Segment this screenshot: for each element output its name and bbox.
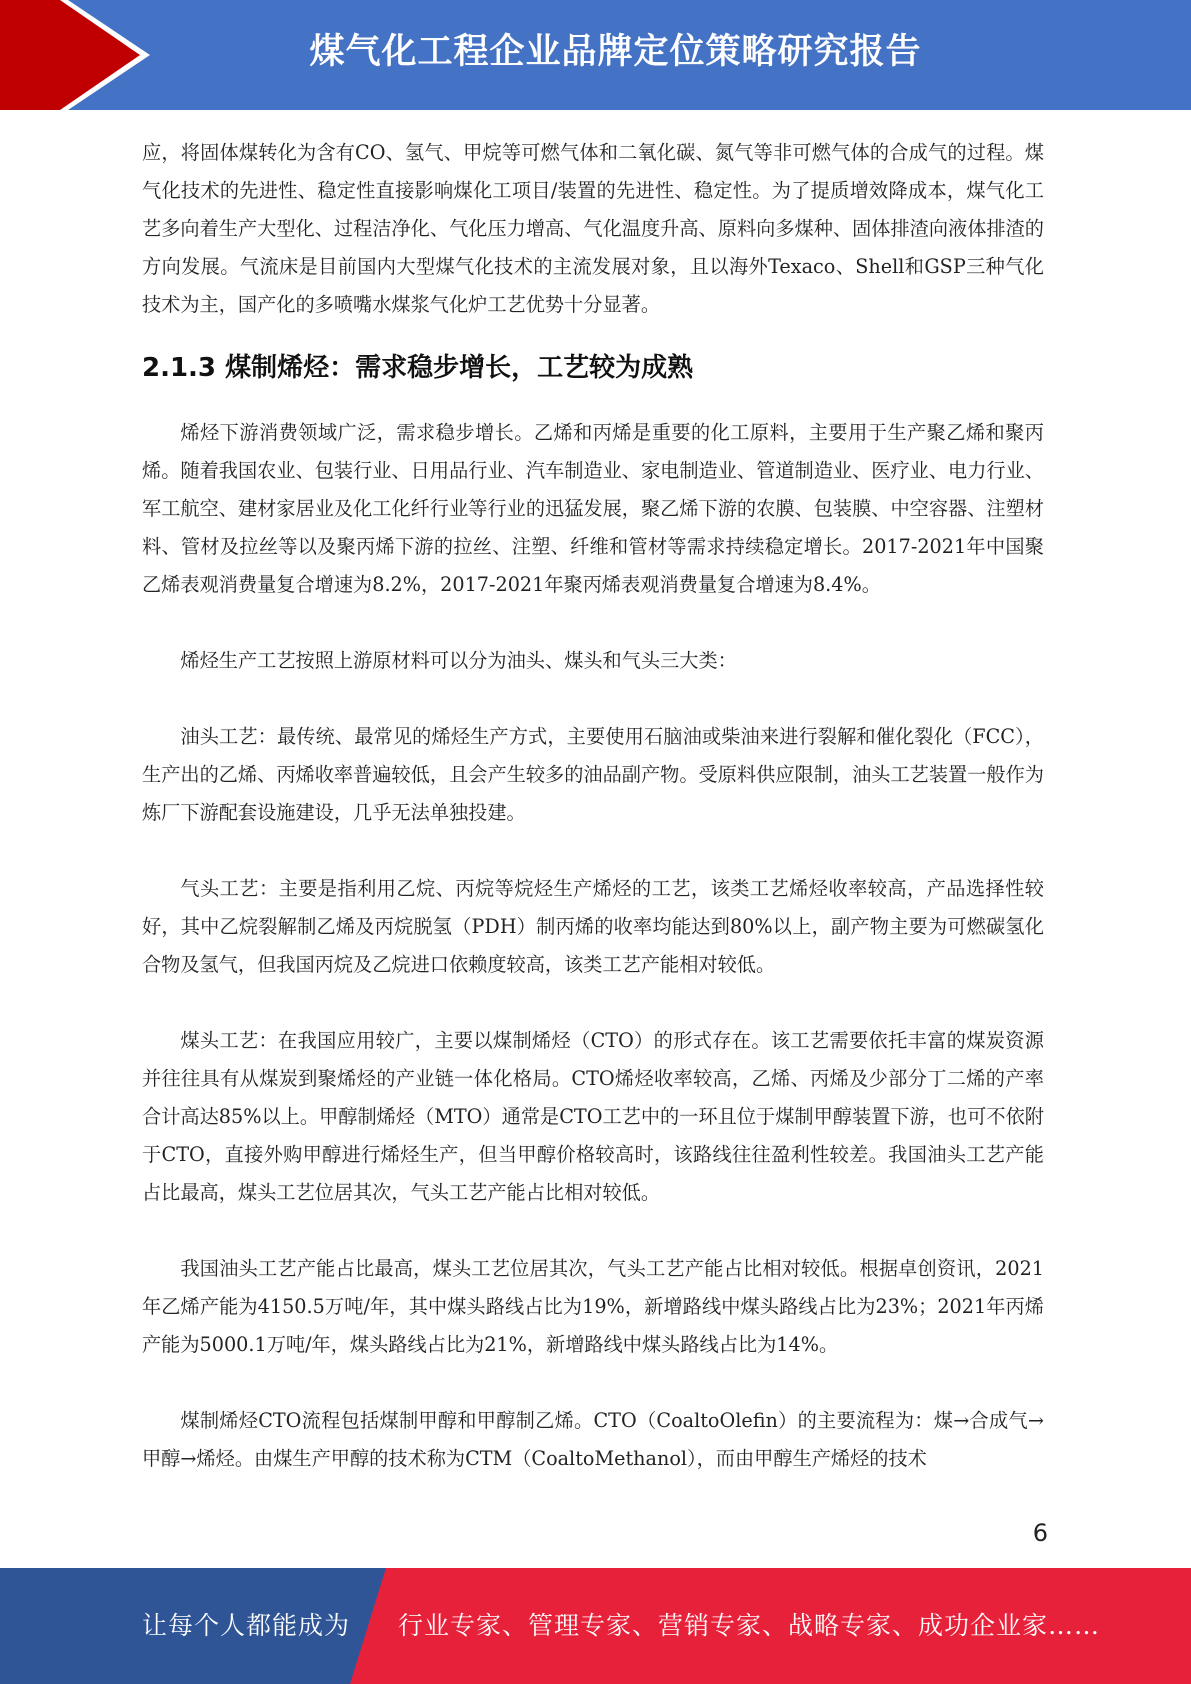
body-paragraph: 煤制烯烃CTO流程包括煤制甲醇和甲醇制乙烯。CTO（CoaltoOlefin）的主要流程为：煤→合成气→甲醇→烯烃。由煤生产甲醇的技术称为CTM（CoaltoMethanol），而由甲醇生产烯烃的技术	[142, 1409, 1044, 1470]
intro-paragraph: 应，将固体煤转化为含有CO、氢气、甲烷等可燃气体和二氧化碳、氮气等非可燃气体的合成气的过程。煤气化技术的先进性、稳定性直接影响煤化工项目/装置的先进性、稳定性。为了提质增效降成本，煤气化工艺多向着生产大型化、过程洁净化、气化压力增高、气化温度升高、原料向多煤种、固体排渣向液体排渣的方向发展。气流床是目前国内大型煤气化技术的主流发展对象，且以海外Texaco、Shell和GSP三种气化技术为主，国产化的多喷嘴水煤浆气化炉工艺优势十分显著。	[142, 141, 1044, 316]
body-paragraph: 煤头工艺：在我国应用较广，主要以煤制烯烃（CTO）的形式存在。该工艺需要依托丰富的煤炭资源并往往具有从煤炭到聚烯烃的产业链一体化格局。CTO烯烃收率较高，乙烯、丙烯及少部分丁二烯的产率合计高达85%以上。甲醇制烯烃（MTO）通常是CTO工艺中的一环且位于煤制甲醇装置下游，也可不依附于CTO，直接外购甲醇进行烯烃生产，但当甲醇价格较高时，该路线往往盈利性较差。我国油头工艺产能占比最高，煤头工艺位居其次，气头工艺产能占比相对较低。	[142, 1029, 1044, 1204]
header-arrow-decoration	[0, 0, 160, 110]
body-paragraph: 我国油头工艺产能占比最高，煤头工艺位居其次，气头工艺产能占比相对较低。根据卓创资讯，2021年乙烯产能为4150.5万吨/年，其中煤头路线占比为19%，新增路线中煤头路线占比为23%；2021年丙烯产能为5000.1万吨/年，煤头路线占比为21%，新增路线中煤头路线占比为14%。	[142, 1257, 1044, 1356]
body-paragraph: 烯烃下游消费领域广泛，需求稳步增长。乙烯和丙烯是重要的化工原料，主要用于生产聚乙烯和聚丙烯。随着我国农业、包装行业、日用品行业、汽车制造业、家电制造业、管道制造业、医疗业、电力行业、军工航空、建材家居业及化工化纤行业等行业的迅猛发展，聚乙烯下游的农膜、包装膜、中空容器、注塑材料、管材及拉丝等以及聚丙烯下游的拉丝、注塑、纤维和管材等需求持续稳定增长。2017-2021年中国聚乙烯表观消费量复合增速为8.2%，2017-2021年聚丙烯表观消费量复合增速为8.4%。	[142, 421, 1044, 596]
body-paragraph: 烯烃生产工艺按照上游原材料可以分为油头、煤头和气头三大类：	[180, 649, 737, 672]
body-paragraph: 油头工艺：最传统、最常见的烯烃生产方式，主要使用石脑油或柴油来进行裂解和催化裂化（FCC），生产出的乙烯、丙烯收率普遍较低，且会产生较多的油品副产物。受原料供应限制，油头工艺装置一般作为炼厂下游配套设施建设，几乎无法单独投建。	[142, 725, 1044, 824]
page-number: 6	[1032, 1519, 1048, 1547]
page-content	[142, 134, 1044, 1478]
page-header	[0, 0, 1191, 110]
body-paragraph: 气头工艺：主要是指利用乙烷、丙烷等烷烃生产烯烃的工艺，该类工艺烯烃收率较高，产品选择性较好，其中乙烷裂解制乙烯及丙烷脱氢（PDH）制丙烯的收率均能达到80%以上，副产物主要为可燃碳氢化合物及氢气，但我国丙烷及乙烷进口依赖度较高，该类工艺产能相对较低。	[142, 877, 1044, 976]
section-heading: 2.1.3 煤制烯烃：需求稳步增长，工艺较为成熟	[142, 353, 694, 383]
page-footer	[0, 1568, 1191, 1684]
footer-slogan-left: 让每个人都能成为	[142, 1611, 351, 1640]
report-title: 煤气化工程企业品牌定位策略研究报告	[309, 32, 922, 72]
footer-slogan-right: 行业专家、管理专家、营销专家、战略专家、成功企业家……	[398, 1611, 1101, 1640]
